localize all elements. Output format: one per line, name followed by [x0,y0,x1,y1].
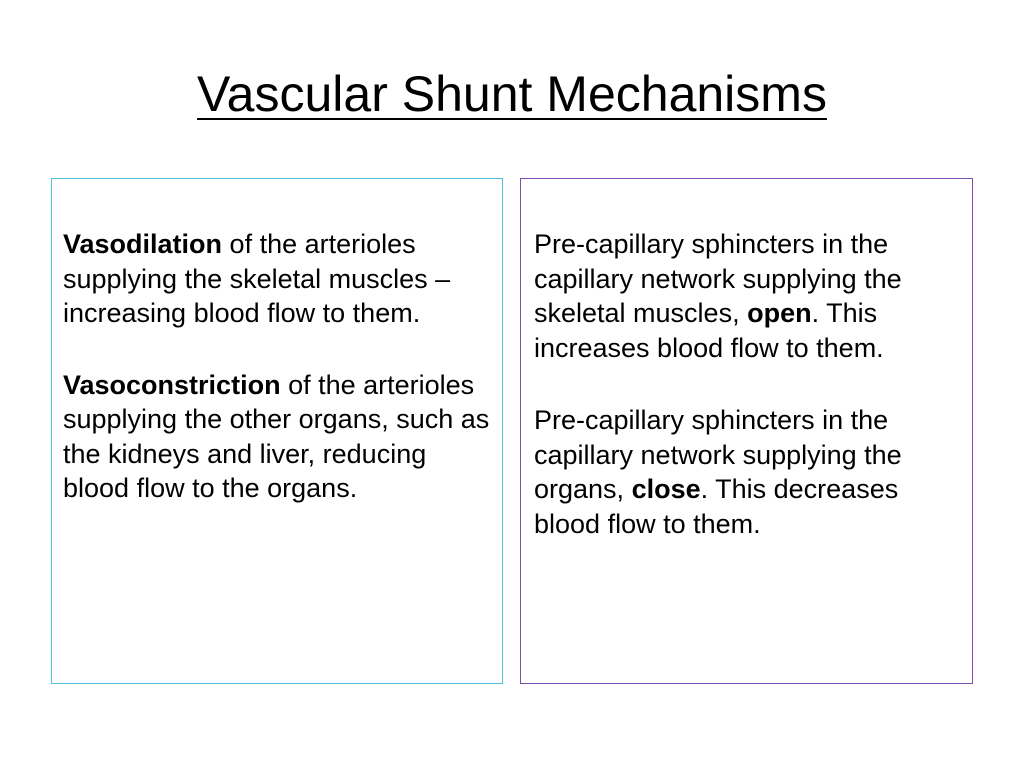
sphincters-close-term: close [631,474,701,504]
sphincters-open-lead: Pre-capillary sphincters in the capillary network supplying the skeletal muscles, [534,229,902,328]
sphincters-open-paragraph [534,227,964,365]
vasodilation-term: Vasodilation [63,229,223,259]
sphincters-open-term: open [747,298,812,328]
vasodilation-paragraph [63,227,492,331]
vasoconstriction-description: of the arterioles supplying the other organs, such as the kidneys and liver, reducing blood flow to the organs. [63,369,490,503]
slide-title [0,62,1024,126]
sphincters-close-tail: . This decreases blood flow to them. [534,474,899,539]
sphincters-close-lead: Pre-capillary sphincters in the capillary network supplying the organs, [534,405,902,504]
vasoconstriction-paragraph [63,368,492,506]
sphincters-open-tail: . This increases blood flow to them. [534,298,884,363]
left-text-panel [51,178,503,684]
right-text-panel [520,178,973,684]
slide-title-text: Vascular Shunt Mechanisms [197,66,827,122]
vasodilation-description: of the arterioles supplying the skeletal muscles – increasing blood flow to them. [63,229,451,328]
vasoconstriction-term: Vasoconstriction [63,369,281,400]
sphincters-close-paragraph [534,403,964,541]
